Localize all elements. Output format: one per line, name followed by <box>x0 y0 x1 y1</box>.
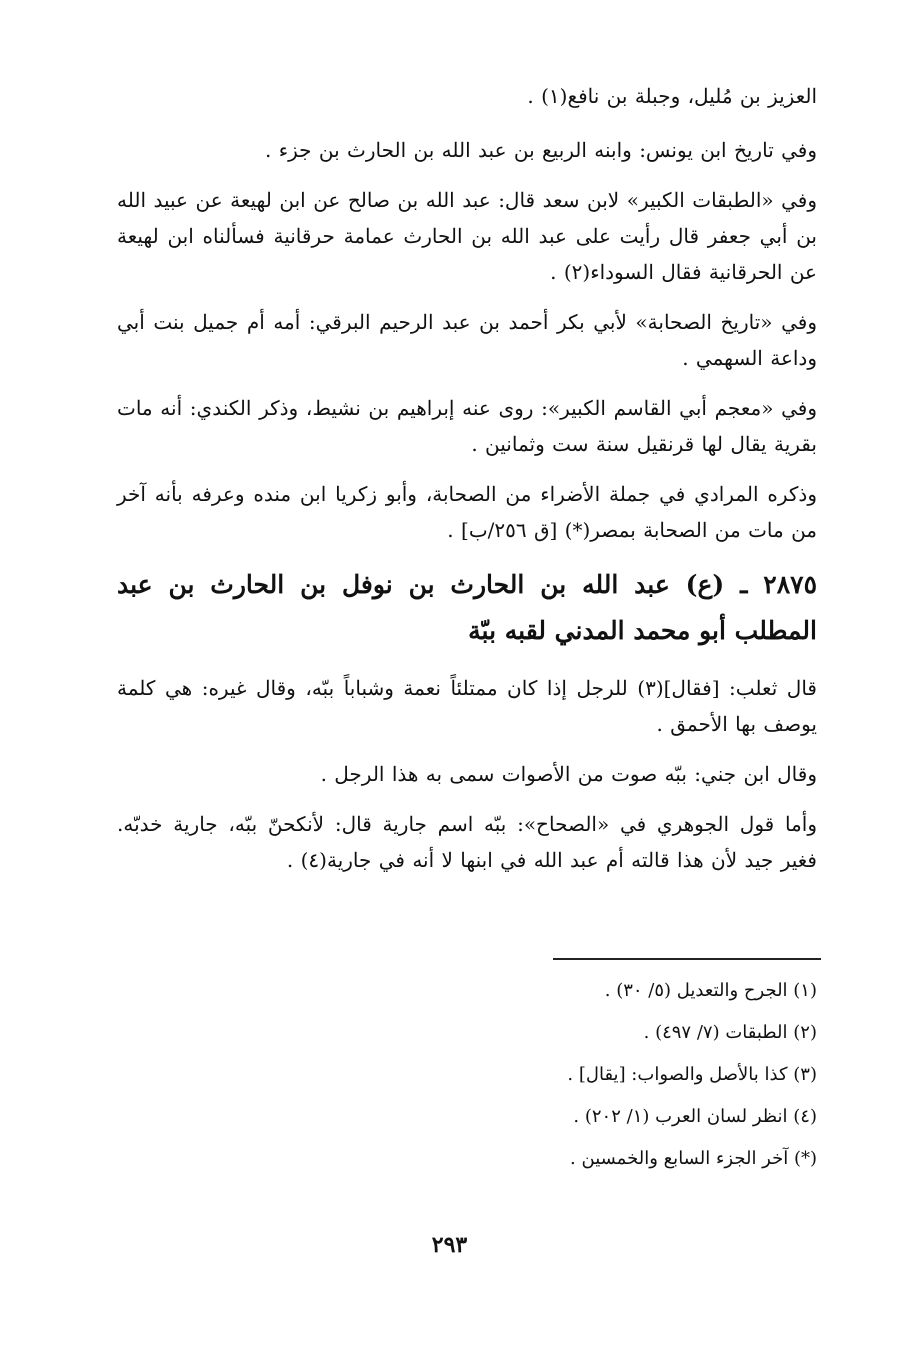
footnote: (٣) كذا بالأصل والصواب: [يقال] . <box>567 1064 817 1085</box>
entry-paragraph: وقال ابن جني: ببّه صوت من الأصوات سمى به هذا الرجل . <box>320 762 817 786</box>
entry-heading: ٢٨٧٥ ـ (ع) عبد الله بن الحارث بن نوفل بن الحارث بن عبد المطلب أبو محمد المدني لقبه ببّة <box>117 570 817 645</box>
main-text <box>117 78 817 892</box>
paragraph: وفي «الطبقات الكبير» لابن سعد قال: عبد الله بن صالح عن ابن لهيعة عن عبيد الله بن أبي جعفر قال رأيت على عبد الله بن الحارث عمامة حرقانية فسألناه ابن لهيعة عن الحرقانية فقال السوداء(٢) . <box>117 188 817 284</box>
footnote: (٤) انظر لسان العرب (١/ ٢٠٢) . <box>573 1106 817 1127</box>
paragraph: وفي «تاريخ الصحابة» لأبي بكر أحمد بن عبد الرحيم البرقي: أمه أم جميل بنت أبي وداعة السهمي . <box>117 310 817 370</box>
footnote: (*) آخر الجزء السابع والخمسين . <box>570 1148 817 1169</box>
footnote-separator <box>553 958 821 960</box>
paragraph: وذكره المرادي في جملة الأضراء من الصحابة، وأبو زكريا ابن منده وعرفه بأنه آخر من مات من الصحابة بمصر(*) [ق ٢٥٦/ب] . <box>117 482 817 542</box>
entry-paragraph: وأما قول الجوهري في «الصحاح»: ببّه اسم جارية قال: لأنكحنّ ببّه، جارية خدبّه. فغير جيد لأن هذا قالته أم عبد الله في ابنها لا أنه في جارية(٤) . <box>117 812 817 872</box>
entry-paragraph: قال ثعلب: [فقال](٣) للرجل إذا كان ممتلئاً نعمة وشباباً ببّه، وقال غيره: هي كلمة يوصف بها الأحمق . <box>117 676 817 736</box>
paragraph: وفي تاريخ ابن يونس: وابنه الربيع بن عبد الله بن الحارث بن جزء . <box>265 138 817 162</box>
paragraph: وفي «معجم أبي القاسم الكبير»: روى عنه إبراهيم بن نشيط، وذكر الكندي: أنه مات بقرية يقال لها قرنقيل سنة ست وثمانين . <box>117 396 817 456</box>
footnote: (٢) الطبقات (٧/ ٤٩٧) . <box>643 1022 817 1043</box>
paragraph: العزيز بن مُليل، وجبلة بن نافع(١) . <box>527 84 817 108</box>
footnotes <box>117 978 817 1188</box>
footnote: (١) الجرح والتعديل (٥/ ٣٠) . <box>604 980 817 1001</box>
page-number: ٢٩٣ <box>431 1232 468 1258</box>
